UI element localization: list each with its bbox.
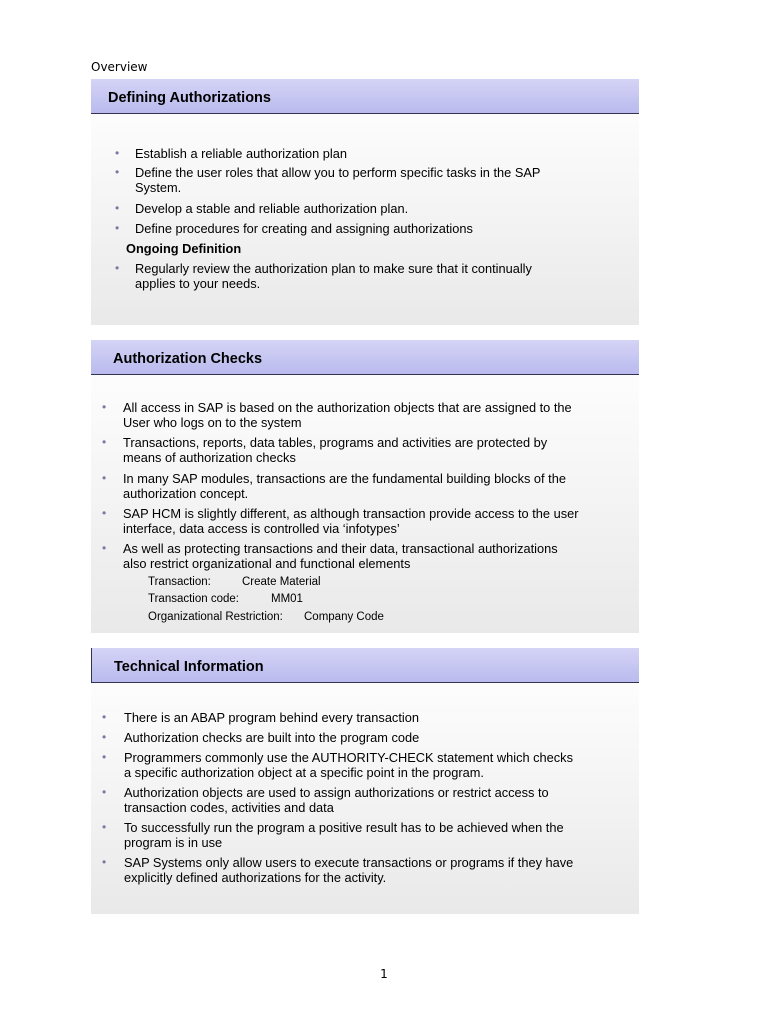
bullet-dot-icon: • bbox=[115, 221, 120, 235]
slide-header bbox=[91, 79, 639, 114]
header-left-border bbox=[91, 648, 92, 683]
bullet-dot-icon: • bbox=[102, 750, 107, 764]
bullet-dot-icon: • bbox=[102, 785, 107, 799]
bullet-text: Establish a reliable authorization plan bbox=[135, 146, 347, 161]
bullet-text: Programmers commonly use the AUTHORITY-CHECK statement which checks a specific authorization object at a specific point in the program. bbox=[124, 750, 573, 780]
slide-title: Technical Information bbox=[114, 659, 264, 675]
bullet-text: Develop a stable and reliable authorization plan. bbox=[135, 201, 409, 216]
bullet-text: SAP Systems only allow users to execute transactions or programs if they have explicitly defined authorizations for the activity. bbox=[124, 855, 574, 885]
bullet-dot-icon: • bbox=[102, 471, 107, 485]
bullet-dot-icon: • bbox=[102, 541, 107, 555]
subheading: Ongoing Definition bbox=[126, 241, 242, 256]
slide-technical-information bbox=[91, 648, 639, 914]
bullet-text: SAP HCM is slightly different, as although transaction provide access to the user interface, data access is controlled via ‘infotypes’ bbox=[123, 506, 579, 536]
bullet-text: To successfully run the program a positive result has to be achieved when the program is in use bbox=[124, 820, 564, 850]
bullet-text: Authorization objects are used to assign authorizations or restrict access to transaction codes, activities and data bbox=[124, 785, 549, 815]
page-number: 1 bbox=[380, 967, 388, 981]
detail-label: Organizational Restriction: bbox=[148, 611, 283, 623]
bullet-text: Define the user roles that allow you to perform specific tasks in the SAP System. bbox=[135, 165, 541, 195]
slide-authorization-checks bbox=[91, 340, 639, 633]
bullet-dot-icon: • bbox=[115, 165, 120, 179]
bullet-text: Regularly review the authorization plan to make sure that it continually applies to your needs. bbox=[135, 261, 532, 291]
detail-row bbox=[148, 610, 384, 625]
bullet-dot-icon: • bbox=[102, 506, 107, 520]
slide-header bbox=[91, 340, 639, 375]
detail-row bbox=[148, 592, 303, 607]
bullet-text: All access in SAP is based on the authorization objects that are assigned to the User who logs on to the system bbox=[123, 400, 572, 430]
bullet-text: Transactions, reports, data tables, programs and activities are protected by means of authorization checks bbox=[123, 435, 548, 465]
detail-label: Transaction: bbox=[148, 576, 211, 588]
bullet-dot-icon: • bbox=[102, 435, 107, 449]
slide-title: Defining Authorizations bbox=[108, 90, 271, 106]
bullet-dot-icon: • bbox=[115, 201, 120, 215]
bullet-text: Authorization checks are built into the program code bbox=[124, 730, 420, 745]
bullet-text: There is an ABAP program behind every transaction bbox=[124, 710, 419, 725]
slide-header bbox=[91, 648, 639, 683]
detail-value: Create Material bbox=[242, 576, 321, 588]
slide-title: Authorization Checks bbox=[113, 351, 263, 367]
slide-defining-authorizations bbox=[91, 79, 639, 325]
bullet-dot-icon: • bbox=[115, 146, 120, 160]
bullet-dot-icon: • bbox=[102, 855, 107, 869]
bullet-dot-icon: • bbox=[102, 400, 107, 414]
bullet-dot-icon: • bbox=[102, 730, 107, 744]
bullet-text: As well as protecting transactions and their data, transactional authorizations also restrict organizational and functional elements bbox=[123, 541, 558, 571]
detail-label: Transaction code: bbox=[148, 593, 239, 605]
bullet-text: Define procedures for creating and assigning authorizations bbox=[135, 221, 473, 236]
page-heading: Overview bbox=[91, 60, 148, 74]
bullet-text: In many SAP modules, transactions are the fundamental building blocks of the authorization concept. bbox=[123, 471, 566, 501]
bullet-dot-icon: • bbox=[102, 710, 107, 724]
detail-value: MM01 bbox=[271, 593, 303, 605]
detail-value: Company Code bbox=[304, 611, 384, 623]
bullet-dot-icon: • bbox=[102, 820, 107, 834]
detail-row bbox=[148, 575, 321, 590]
bullet-dot-icon: • bbox=[115, 261, 120, 275]
